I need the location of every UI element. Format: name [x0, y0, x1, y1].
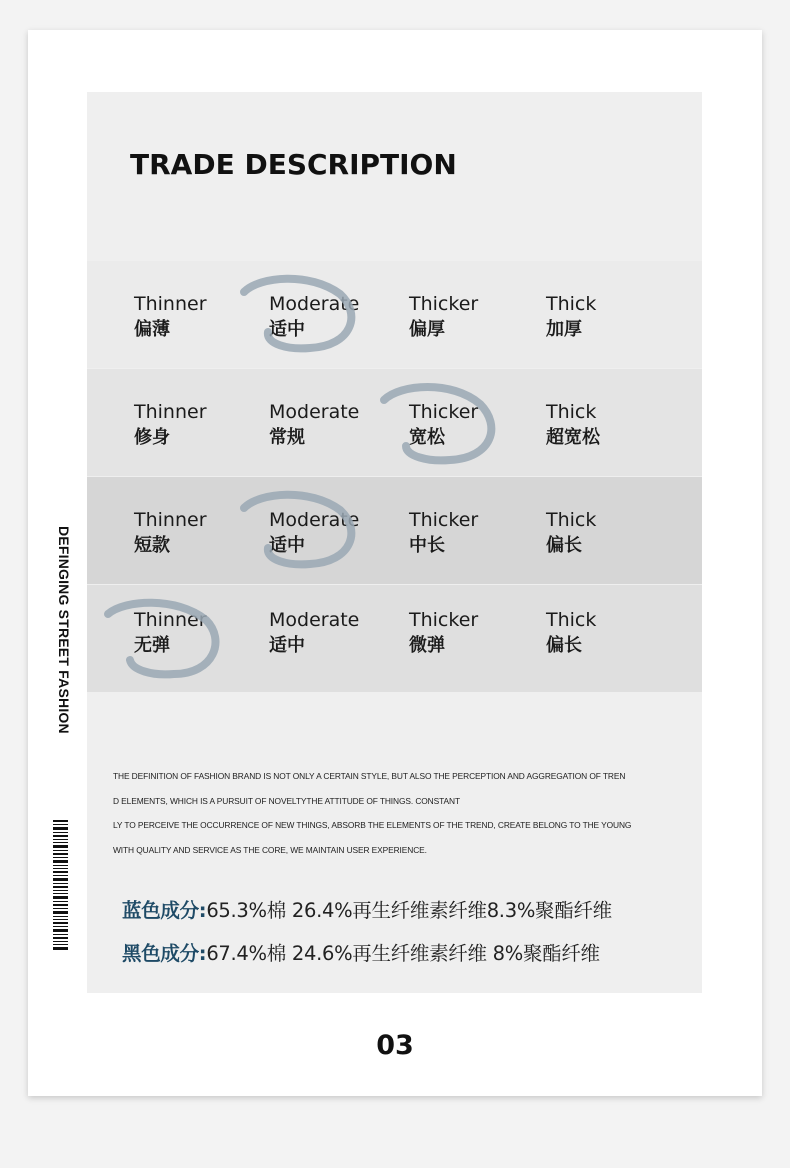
- composition-value: 65.3%棉 26.4%再生纤维素纤维8.3%聚酯纤维: [206, 899, 612, 922]
- option-cell: [134, 508, 207, 558]
- option-zh: 超宽松: [546, 427, 600, 448]
- option-en: Moderate: [269, 509, 360, 531]
- barcode-icon: [53, 820, 68, 950]
- rating-row: [87, 477, 702, 584]
- option-zh: 适中: [269, 535, 305, 556]
- brand-description: [113, 764, 673, 862]
- option-cell: [134, 400, 207, 450]
- description-line: LY TO PERCEIVE THE OCCURRENCE OF NEW THINGS, ABSORB THE ELEMENTS OF THE TREND, CREATE BELONG TO THE YOUNG: [113, 820, 632, 830]
- option-en: Moderate: [269, 401, 360, 423]
- composition-blue: [122, 895, 612, 923]
- option-zh: 偏薄: [134, 319, 170, 340]
- option-cell: [269, 608, 359, 658]
- option-en: Thick: [546, 609, 597, 631]
- option-cell: [409, 608, 478, 658]
- option-zh: 加厚: [546, 319, 582, 340]
- option-cell: [409, 292, 478, 342]
- option-en: Thinner: [134, 609, 207, 631]
- option-zh: 偏厚: [409, 319, 445, 340]
- option-en: Thinner: [134, 293, 207, 315]
- option-cell: [269, 400, 359, 450]
- option-cell: [269, 508, 359, 558]
- option-cell: [546, 292, 596, 342]
- option-en: Thinner: [134, 509, 207, 531]
- option-zh: 常规: [269, 427, 305, 448]
- option-cell: [409, 400, 478, 450]
- description-line: THE DEFINITION OF FASHION BRAND IS NOT ONLY A CERTAIN STYLE, BUT ALSO THE PERCEPTION AND AGGREGATION OF TREN: [113, 771, 626, 781]
- option-en: Thicker: [409, 609, 479, 631]
- option-zh: 偏长: [546, 635, 582, 656]
- page-title: TRADE DESCRIPTION: [130, 148, 457, 181]
- composition-label: 蓝色成分:: [122, 899, 207, 922]
- description-line: WITH QUALITY AND SERVICE AS THE CORE, WE MAINTAIN USER EXPERIENCE.: [113, 844, 427, 855]
- option-en: Moderate: [269, 609, 360, 631]
- option-cell: [546, 400, 600, 450]
- option-zh: 适中: [269, 319, 305, 340]
- option-zh: 适中: [269, 635, 305, 656]
- option-en: Thicker: [409, 293, 479, 315]
- option-en: Thicker: [409, 401, 479, 423]
- side-slogan: DEFINGING STREET FASHION: [56, 526, 72, 734]
- option-en: Thick: [546, 401, 597, 423]
- option-zh: 宽松: [409, 427, 445, 448]
- option-en: Thick: [546, 293, 597, 315]
- option-en: Thicker: [409, 509, 479, 531]
- rating-row: [87, 585, 702, 692]
- composition-black: [122, 938, 600, 966]
- page-number: 03: [376, 1030, 414, 1061]
- composition-label: 黑色成分:: [122, 942, 207, 965]
- option-en: Thinner: [134, 401, 207, 423]
- option-en: Moderate: [269, 293, 360, 315]
- composition-value: 67.4%棉 24.6%再生纤维素纤维 8%聚酯纤维: [206, 942, 600, 965]
- option-cell: [134, 292, 207, 342]
- option-zh: 偏长: [546, 535, 582, 556]
- option-zh: 修身: [134, 427, 170, 448]
- option-zh: 短款: [134, 535, 170, 556]
- rating-row: [87, 369, 702, 476]
- option-zh: 微弹: [409, 635, 445, 656]
- option-cell: [546, 508, 596, 558]
- option-cell: [546, 608, 596, 658]
- option-cell: [134, 608, 207, 658]
- option-en: Thick: [546, 509, 597, 531]
- description-line: D ELEMENTS, WHICH IS A PURSUIT OF NOVELTYTHE ATTITUDE OF THINGS. CONSTANT: [113, 795, 460, 806]
- option-zh: 无弹: [134, 635, 170, 656]
- rating-row: [87, 261, 702, 368]
- option-cell: [409, 508, 478, 558]
- option-zh: 中长: [409, 535, 445, 556]
- option-cell: [269, 292, 359, 342]
